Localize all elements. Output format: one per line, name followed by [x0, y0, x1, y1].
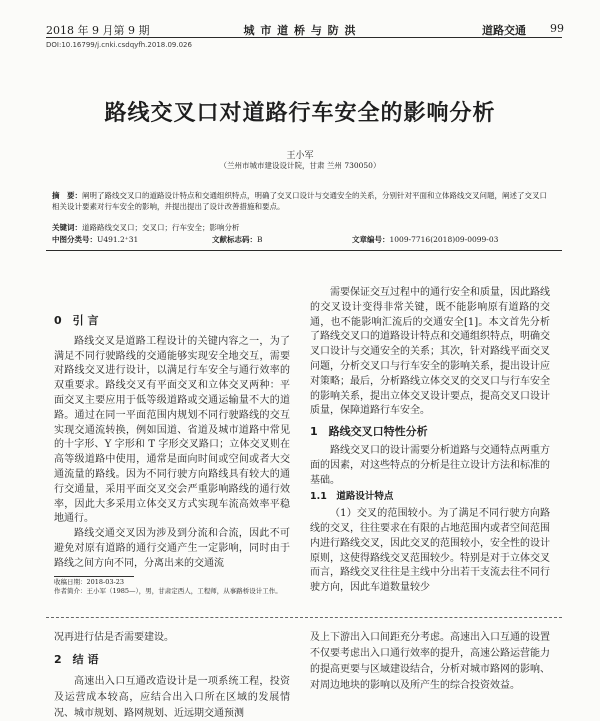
page-divider — [46, 617, 562, 618]
abstract — [52, 190, 552, 212]
right-column — [310, 286, 550, 596]
bottom-right-column — [310, 630, 550, 694]
article-no-label: 文章编号： — [352, 235, 390, 244]
paragraph: 及上下游出入口间距充分考虑。高速出入口互通的设置不仅要考虑出入口通行效率的提升，高速公路运营能力的提高更要与区域建设结合，分析对城市路网的影响、对周边地块的影响以及所产生的综合投资效益。 — [310, 632, 550, 691]
section-name: 道路交通 — [482, 24, 526, 37]
clc-number — [52, 234, 138, 245]
author-affiliation: （兰州市城市建设设计院，甘肃 兰州 730050） — [219, 161, 381, 170]
journal-name: 城 市 道 桥 与 防 洪 — [243, 24, 357, 37]
doc-code-label: 文献标志码： — [212, 235, 257, 244]
paragraph: 路线交叉口的设计需要分析道路与交通特点两重方面的因素，对这些特点的分析是往立设计方法和标准的基础。 — [310, 444, 550, 486]
clc-value: U491.2⁺31 — [97, 235, 139, 244]
issue-label: 2018 年 9 月第 9 期 — [46, 24, 150, 37]
subsection-heading-1-1: 1.1 道路设计特点 — [310, 491, 394, 503]
abstract-label: 摘 要： — [52, 191, 82, 200]
doc-code — [212, 234, 263, 245]
doi: DOI:10.16799/j.cnki.csdqyfh.2018.09.026 — [46, 41, 192, 49]
paragraph: 路线交通交叉因为涉及到分流和合流，因此不可避免对原有道路的通行交通产生一定影响，同时由于路线之间方向不同，分离出来的交通流 — [54, 528, 290, 569]
section-heading-conclusion: 2 结 语 — [54, 653, 99, 666]
header-rule — [46, 37, 562, 38]
article-title: 路线交叉口对道路行车安全的影响分析 — [104, 100, 496, 126]
left-column — [54, 314, 290, 572]
author-name: 王小军 — [286, 151, 314, 161]
footnote-rule — [54, 576, 134, 577]
paragraph: 高速出入口互通改造设计是一项系统工程，投资及运营成本较高，应结合出入口所在区域的发展情况、城市规划、路网规划、近远期交通预测 — [54, 676, 290, 719]
keywords-label: 关键词： — [52, 223, 82, 232]
bottom-left-column — [54, 630, 290, 721]
clc-label: 中图分类号： — [52, 235, 97, 244]
author-bio: 作者简介：王小军（1985—），男，甘肃定西人，工程师，从事路桥设计工作。 — [54, 587, 282, 595]
article-number — [352, 234, 498, 245]
received-date: 收稿日期：2018-03-23 — [54, 578, 124, 586]
abstract-rule — [46, 250, 562, 251]
paragraph: 况再进行估是否需要建设。 — [54, 632, 174, 643]
page-number: 99 — [550, 22, 564, 35]
paragraph: 路线交叉是道路工程设计的关键内容之一，为了满足不同行驶路线的交通能够实现安全地交互，需要对路线交叉进行设计，以满足行车安全与通行效率的双重要求。路线交叉有平面交叉和立体交叉两种：平面交叉主要应用于低等级道路或交通运输量不大的道路。通过在同一平面范围内规划不同行驶路线的交互实现交通流转换，例如国道、省道及城市道路中常见的十字形、Y 字形和 T 字形交叉路口；立体交叉则在高等级道路中使用，通常是面向时间或空间或者大交通流量的路线。因为不同行驶方向路线具有较大的通行交通量，采用平面交叉交会严重影响路线的通行效率，因此大多采用立体交叉方式实现车流高效率平稳地通行。 — [54, 335, 290, 525]
paragraph: （1）交叉的范围较小。为了满足不同行驶方向路线的交叉，往往要求在有限的占地范围内或者空间范围内进行路线交叉，因此交叉的范围较小，安全性的设计原则，这使得路线交叉范围较少。特别是对于立体交叉而言，路线交叉往往是主线中分出若干支流去往不同行驶方向，因此车道数量较少 — [310, 508, 550, 594]
keywords-text: 道路路线交叉口；交叉口；行车安全；影响分析 — [82, 223, 240, 232]
section-heading-1: 1 路线交叉口特性分析 — [310, 425, 428, 439]
article-no-value: 1009-7716(2018)09-0099-03 — [389, 235, 499, 244]
abstract-text: 阐明了路线交叉口的道路设计特点和交通组织特点，明确了交叉口设计与交通安全的关系，分别针对平面和立体路线交叉问题，阐述了交叉口相关设计要素对行车安全的影响，并提出提出了设计改善措施和要点。 — [52, 191, 547, 211]
paragraph: 需要保证交互过程中的通行安全和质量，因此路线的交叉设计变得非常关键，既不能影响原有道路的交通，也不能影响汇流后的交通安全[1]。本文首先分析了路线交叉口的道路设计特点和交通组织特点，明确交叉口设计与交通安全的关系；其次，针对路线平面交叉问题，分析交叉口与行车安全的影响关系，提出设计应对策略；最后，分析路线立体交叉的交叉口与行车安全的影响关系，提出立体交叉设计要点，提高交叉口设计质量，保障道路行车安全。 — [310, 287, 550, 417]
section-heading-intro: 0 引 言 — [54, 314, 99, 327]
keywords — [52, 222, 552, 233]
footnote — [54, 578, 290, 596]
doc-code-value: B — [257, 235, 263, 244]
